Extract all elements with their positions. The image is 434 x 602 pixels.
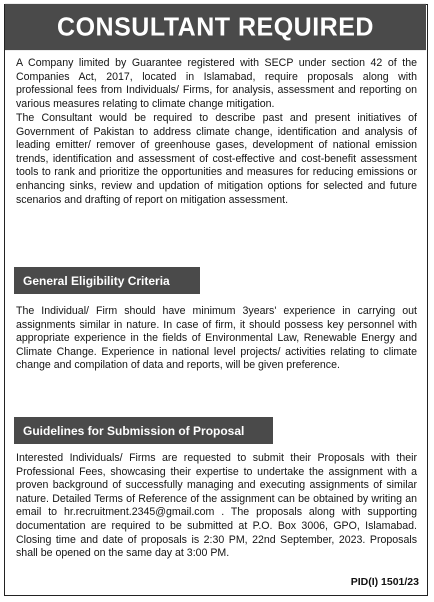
guidelines-body: Interested Individuals/ Firms are requested to submit their Proposals with their Professional Fees, showcasing their expertise to undertake the assignment with a proven background of successfully managing and executing assignments of similar nature. Detailed Terms of Reference of the assignment can be obtained by writing an email to hr.recruitment.2345@gmail.com . The proposals along with supporting documentation are required to be submitted at P.O. Box 3006, GPO, Islamabad. Closing time and date of proposals is 2:30 PM, 22nd September, 2023. Proposals shall be opened on the same day at 3:00 PM.: [16, 452, 417, 560]
advertisement-frame: [4, 4, 428, 596]
pid-code: PID(I) 1501/23: [350, 576, 419, 588]
intro-paragraph-2: The Consultant would be required to describe past and present initiatives of Government of Pakistan to address climate change, identification and analysis of leading emitter/ remover of greenhouse gases, development of national emission trends, identification and assessment of cost-effective and cost-benefit assessment tools to rank and prioritize the opportunities and measures for reducing emissions or enhancing sinks, review and updation of mitigation options for selected and future scenarios and drafting of report on mitigation assessment.: [16, 112, 417, 206]
guidelines-heading: Guidelines for Submission of Proposal: [14, 417, 273, 444]
eligibility-heading: General Eligibility Criteria: [14, 267, 200, 294]
eligibility-body: The Individual/ Firm should have minimum 3years' experience in carrying out assignments similar in nature. In case of firm, it should possess key personnel with appropriate experience in the fields of Environmental Law, Renewable Energy and Climate Change. Experience in national level projects/ activities relating to climate change and compilation of data and reports, will be given preference.: [16, 305, 417, 372]
intro-paragraph-1: A Company limited by Guarantee registered with SECP under section 42 of the Companies Act, 2017, located in Islamabad, require proposals along with professional fees from Individuals/ Firms, for analysis, assessment and reporting on various measures relating to climate change mitigation.: [16, 57, 417, 110]
page-title: CONSULTANT REQUIRED: [5, 4, 426, 50]
